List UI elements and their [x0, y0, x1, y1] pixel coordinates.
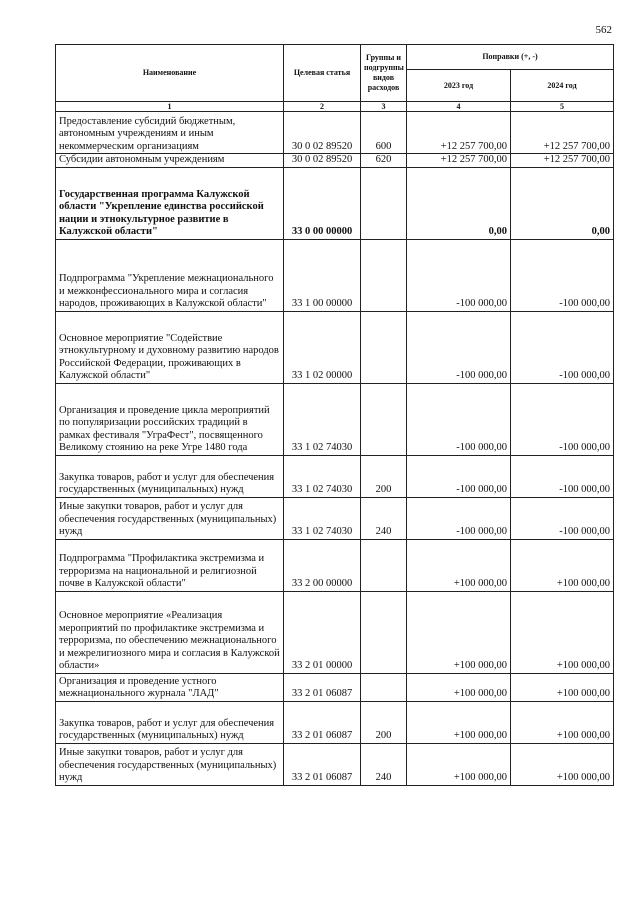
row-expense-group-cell: [361, 539, 407, 591]
row-expense-group-cell: [361, 239, 407, 311]
table-row: [56, 591, 614, 673]
row-target-article-cell: 33 2 01 06087: [284, 673, 361, 701]
header-year-2023: 2023 год: [407, 70, 511, 102]
row-amount-2024-cell: +100 000,00: [511, 701, 614, 743]
row-amount-2024-cell: +100 000,00: [511, 539, 614, 591]
header-year-2024: 2024 год: [511, 70, 614, 102]
column-number: 5: [511, 102, 614, 112]
table-row: [56, 154, 614, 168]
row-amount-2024-cell: +12 257 700,00: [511, 154, 614, 168]
row-expense-group-cell: 240: [361, 497, 407, 539]
column-number: 4: [407, 102, 511, 112]
row-expense-group-cell: [361, 311, 407, 383]
row-amount-2023-cell: -100 000,00: [407, 383, 511, 455]
row-expense-group-cell: 620: [361, 154, 407, 168]
row-target-article-cell: 33 2 01 06087: [284, 743, 361, 785]
row-name-cell: Закупка товаров, работ и услуг для обеспечения государственных (муниципальных) нужд: [56, 701, 284, 743]
page-number: 562: [595, 24, 612, 36]
table-row: [56, 455, 614, 497]
row-expense-group-cell: [361, 591, 407, 673]
row-amount-2024-cell: +100 000,00: [511, 591, 614, 673]
table-row: [56, 497, 614, 539]
header-name: Наименование: [56, 45, 284, 102]
row-target-article-cell: 30 0 02 89520: [284, 112, 361, 154]
header-expense-groups: Группы и подгруппы видов расходов: [361, 45, 407, 102]
row-target-article-cell: 33 0 00 00000: [284, 167, 361, 239]
row-target-article-cell: 33 1 02 74030: [284, 497, 361, 539]
row-expense-group-cell: [361, 673, 407, 701]
table-row: [56, 539, 614, 591]
row-expense-group-cell: 600: [361, 112, 407, 154]
row-amount-2023-cell: +100 000,00: [407, 591, 511, 673]
row-target-article-cell: 33 2 01 00000: [284, 591, 361, 673]
row-name-cell: Основное мероприятие "Содействие этнокультурному и духовному развитию народов Российской Федерации, проживающих в Калужской области": [56, 311, 284, 383]
row-amount-2024-cell: 0,00: [511, 167, 614, 239]
table-row: [56, 743, 614, 785]
table-row: [56, 167, 614, 239]
row-name-cell: Субсидии автономным учреждениям: [56, 154, 284, 168]
table-row: [56, 239, 614, 311]
row-amount-2024-cell: -100 000,00: [511, 497, 614, 539]
row-name-cell: Иные закупки товаров, работ и услуг для обеспечения государственных (муниципальных) нужд: [56, 743, 284, 785]
row-expense-group-cell: 200: [361, 455, 407, 497]
row-name-cell: Подпрограмма "Укрепление межнационального и межконфессионального мира и согласия народов, проживающих в Калужской области": [56, 239, 284, 311]
row-amount-2023-cell: +12 257 700,00: [407, 112, 511, 154]
header-amendments: Поправки (+, -): [407, 45, 614, 70]
budget-amendments-table: [55, 44, 614, 786]
column-number: 1: [56, 102, 284, 112]
row-amount-2024-cell: -100 000,00: [511, 239, 614, 311]
row-amount-2024-cell: -100 000,00: [511, 311, 614, 383]
table-row: [56, 673, 614, 701]
table-body: [56, 112, 614, 786]
row-target-article-cell: 30 0 02 89520: [284, 154, 361, 168]
row-expense-group-cell: 200: [361, 701, 407, 743]
row-amount-2023-cell: +100 000,00: [407, 743, 511, 785]
row-name-cell: Организация и проведение устного межнационального журнала "ЛАД": [56, 673, 284, 701]
row-expense-group-cell: [361, 383, 407, 455]
row-name-cell: Организация и проведение цикла мероприятий по популяризации российских традиций в рамках фестиваля "УграФест", посвященного Великому стоянию на реке Угре 1480 года: [56, 383, 284, 455]
table-row: [56, 311, 614, 383]
row-target-article-cell: 33 1 02 00000: [284, 311, 361, 383]
column-number: 3: [361, 102, 407, 112]
header-target-article: Целевая статья: [284, 45, 361, 102]
row-expense-group-cell: 240: [361, 743, 407, 785]
row-target-article-cell: 33 1 00 00000: [284, 239, 361, 311]
row-amount-2023-cell: +100 000,00: [407, 701, 511, 743]
row-target-article-cell: 33 1 02 74030: [284, 383, 361, 455]
table-row: [56, 701, 614, 743]
row-amount-2023-cell: +12 257 700,00: [407, 154, 511, 168]
row-name-cell: Государственная программа Калужской области "Укрепление единства российской нации и этнокультурное развитие в Калужской области": [56, 167, 284, 239]
column-number: 2: [284, 102, 361, 112]
row-name-cell: Подпрограмма "Профилактика экстремизма и терроризма на национальной и религиозной почве в Калужской области": [56, 539, 284, 591]
row-expense-group-cell: [361, 167, 407, 239]
row-name-cell: Закупка товаров, работ и услуг для обеспечения государственных (муниципальных) нужд: [56, 455, 284, 497]
row-amount-2024-cell: +12 257 700,00: [511, 112, 614, 154]
row-amount-2024-cell: -100 000,00: [511, 455, 614, 497]
row-amount-2023-cell: 0,00: [407, 167, 511, 239]
row-name-cell: Иные закупки товаров, работ и услуг для обеспечения государственных (муниципальных) нужд: [56, 497, 284, 539]
table-row: [56, 112, 614, 154]
row-amount-2023-cell: -100 000,00: [407, 455, 511, 497]
row-target-article-cell: 33 2 01 06087: [284, 701, 361, 743]
row-amount-2024-cell: -100 000,00: [511, 383, 614, 455]
row-name-cell: Предоставление субсидий бюджетным, автономным учреждениям и иным некоммерческим организациям: [56, 112, 284, 154]
column-number-row: [56, 102, 614, 112]
row-amount-2023-cell: -100 000,00: [407, 311, 511, 383]
row-amount-2023-cell: +100 000,00: [407, 673, 511, 701]
row-target-article-cell: 33 1 02 74030: [284, 455, 361, 497]
row-target-article-cell: 33 2 00 00000: [284, 539, 361, 591]
row-amount-2024-cell: +100 000,00: [511, 743, 614, 785]
row-amount-2023-cell: -100 000,00: [407, 239, 511, 311]
table-row: [56, 383, 614, 455]
row-amount-2024-cell: +100 000,00: [511, 673, 614, 701]
row-amount-2023-cell: -100 000,00: [407, 497, 511, 539]
row-name-cell: Основное мероприятие «Реализация мероприятий по профилактике экстремизма и терроризма, по обеспечению межнационального и межрелигиозного мира и согласия в Калужской области»: [56, 591, 284, 673]
row-amount-2023-cell: +100 000,00: [407, 539, 511, 591]
